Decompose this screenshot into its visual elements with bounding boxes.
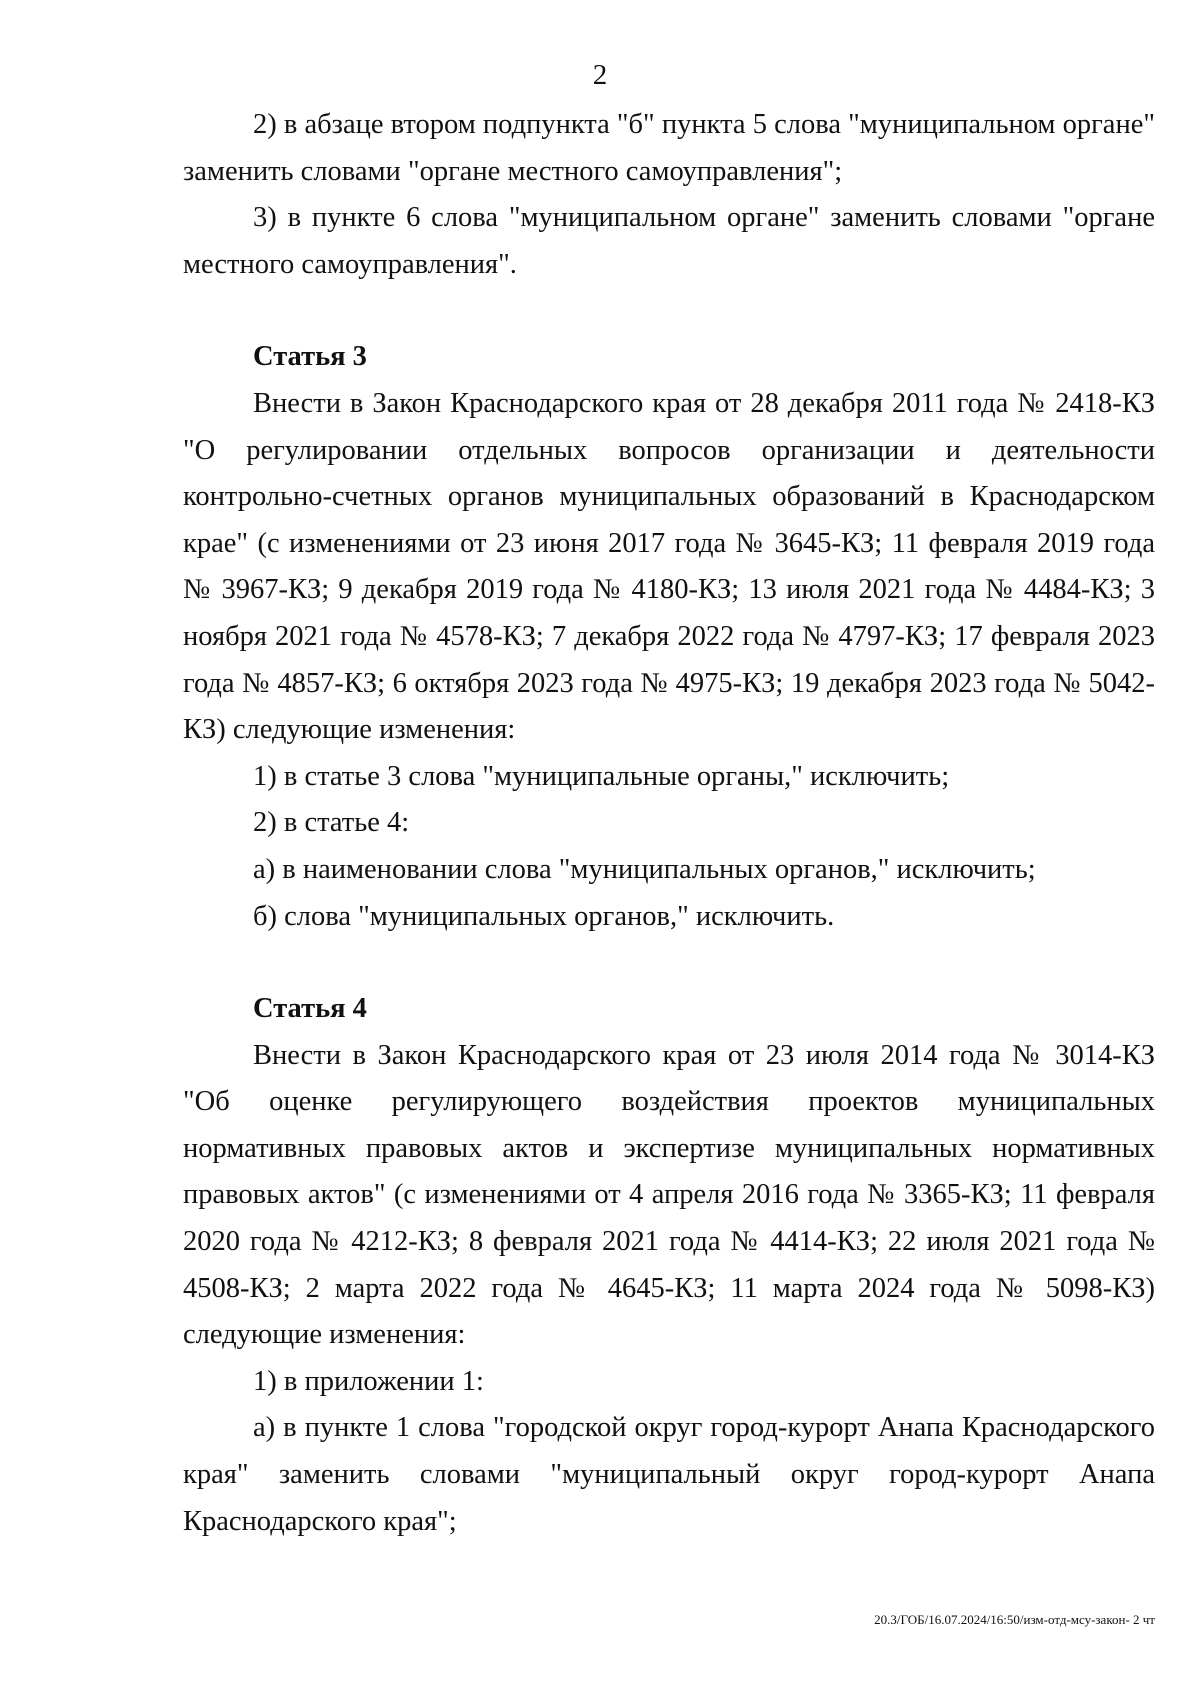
page-number: 2 xyxy=(592,59,608,91)
paragraph-item-2: 2) в абзаце втором подпункта "б" пункта 5 слова "муниципальном органе" заменить словами "органе местного самоуправления"; xyxy=(183,109,1155,187)
article-3-item: 2) в статье 4: xyxy=(253,807,410,839)
article-3-item: б) слова "муниципальных органов," исключить. xyxy=(253,900,835,932)
document-body xyxy=(183,102,1155,1545)
article-3-item: а) в наименовании слова "муниципальных органов," исключить; xyxy=(253,853,1036,885)
article-4-intro: Внести в Закон Краснодарского края от 23 июля 2014 года № 3014-КЗ "Об оценке регулирующего воздействия проектов муниципальных нормативных правовых актов и экспертизе муниципальных нормативных правовых актов" (с изменениями от 4 апреля 2016 года № 3365-КЗ; 11 февраля 2020 года № 4212-КЗ; 8 февраля 2021 года № 4414-КЗ; 22 июля 2021 года № 4508-КЗ; 2 марта 2022 года № 4645-КЗ; 11 марта 2024 года № 5098-КЗ) следующие изменения: xyxy=(183,1039,1155,1351)
article-4-item: а) в пункте 1 слова "городской округ город-курорт Анапа Краснодарского края" заменить словами "муниципальный округ город-курорт Анапа Краснодарского края"; xyxy=(183,1412,1155,1537)
article-3-item: 1) в статье 3 слова "муниципальные органы," исключить; xyxy=(253,760,950,792)
document-footer-code: 20.3/ГОБ/16.07.2024/16:50/изм-отд-мсу-закон- 2 чт xyxy=(874,1612,1155,1627)
article-4-item: 1) в приложении 1: xyxy=(253,1365,484,1397)
paragraph-item-3: 3) в пункте 6 слова "муниципальном органе" заменить словами "органе местного самоуправления". xyxy=(183,202,1155,280)
article-3-intro: Внести в Закон Краснодарского края от 28 декабря 2011 года № 2418-КЗ "О регулировании отдельных вопросов организации и деятельности контрольно-счетных органов муниципальных образований в Краснодарском крае" (с изменениями от 23 июня 2017 года № 3645-КЗ; 11 февраля 2019 года № 3967-КЗ; 9 декабря 2019 года № 4180-КЗ; 13 июля 2021 года № 4484-КЗ; 3 ноября 2021 года № 4578-КЗ; 7 декабря 2022 года № 4797-КЗ; 17 февраля 2023 года № 4857-КЗ; 6 октября 2023 года № 4975-КЗ; 19 декабря 2023 года № 5042-КЗ) следующие изменения: xyxy=(183,387,1155,746)
article-4-heading: Статья 4 xyxy=(253,993,367,1025)
article-3-heading: Статья 3 xyxy=(253,341,367,373)
